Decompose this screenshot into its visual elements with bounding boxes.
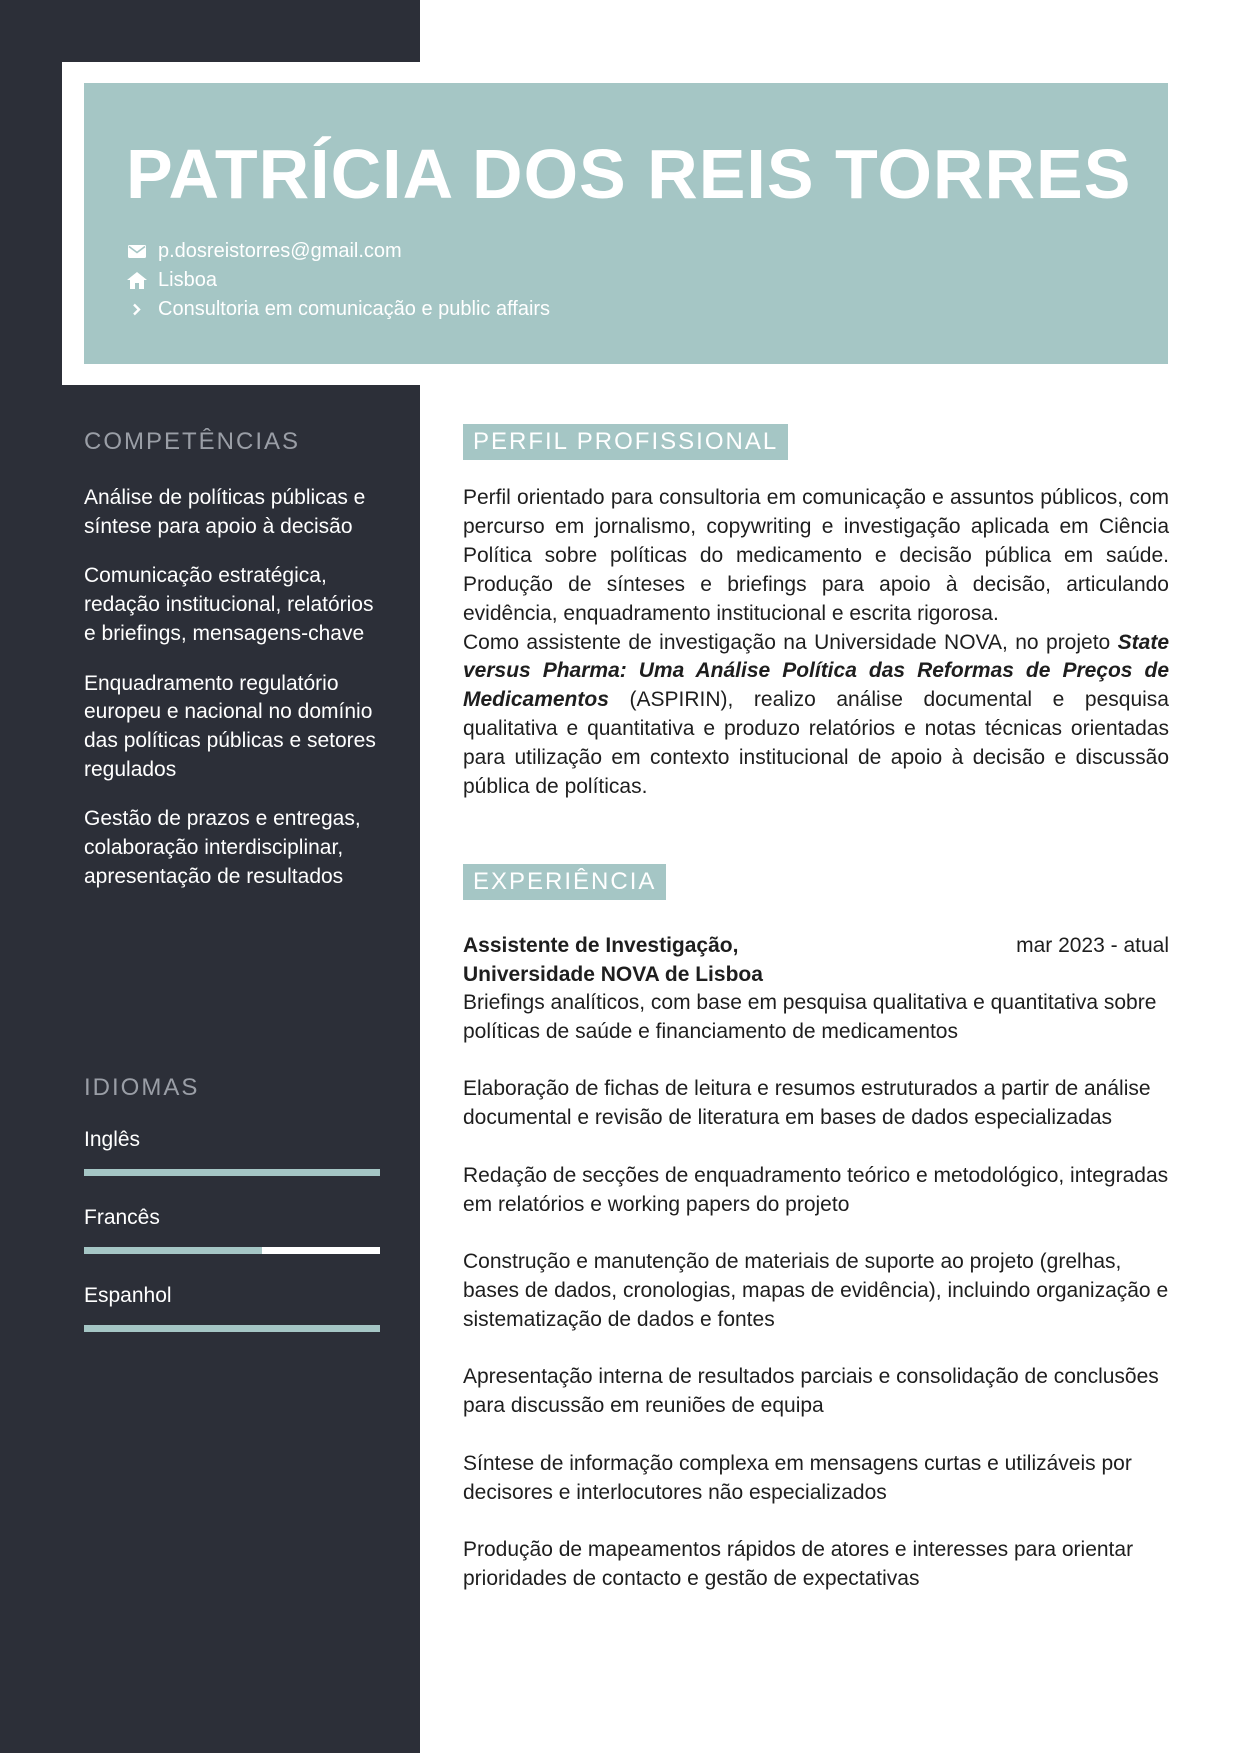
job-title	[463, 931, 863, 989]
profile-summary	[463, 484, 1169, 802]
language-spanish	[84, 1282, 380, 1310]
skill-item: Análise de políticas públicas e síntese para apoio à decisão	[84, 486, 366, 538]
duty-item: Briefings analíticos, com base em pesquisa qualitativa e quantitativa sobre políticas de saúde e financiamento de medicamentos	[463, 991, 1157, 1043]
language-name: Espanhol	[84, 1284, 172, 1307]
job-employer: Universidade NOVA de Lisboa	[463, 963, 763, 986]
profile-p2-before: Como assistente de investigação na Universidade NOVA, no projeto	[463, 630, 1118, 654]
duty-item: Elaboração de fichas de leitura e resumos estruturados a partir de análise documental e revisão de literatura em bases de dados especializadas	[463, 1077, 1151, 1130]
contact-list	[126, 237, 550, 324]
language-level-fill	[84, 1169, 380, 1176]
contact-email	[126, 237, 550, 266]
job-role: Assistente de Investigação,	[463, 934, 739, 957]
language-name: Francês	[84, 1206, 160, 1229]
envelope-icon	[126, 242, 148, 262]
language-name: Inglês	[84, 1128, 141, 1151]
contact-email-text[interactable]: p.dosreistorres@gmail.com	[158, 240, 402, 262]
candidate-name: PATRÍCIA DOS REIS TORRES	[126, 135, 1132, 213]
language-level-bar	[84, 1247, 380, 1254]
duty-item: Apresentação interna de resultados parciais e consolidação de conclusões para discussão em reuniões de equipa	[463, 1365, 1159, 1418]
skill-item: Enquadramento regulatório europeu e nacional no domínio das políticas públicas e setores regulados	[84, 671, 376, 781]
skill-item: Gestão de prazos e entregas, colaboração interdisciplinar, apresentação de resultados	[84, 807, 361, 888]
contact-location-text: Lisboa	[158, 269, 217, 291]
languages-heading: IDIOMAS	[84, 1074, 200, 1101]
language-english	[84, 1126, 380, 1154]
skills-list	[84, 484, 384, 912]
experience-heading: EXPERIÊNCIA	[463, 864, 666, 900]
duties-list	[463, 989, 1169, 1623]
skills-heading: COMPETÊNCIAS	[84, 428, 301, 455]
skill-item: Comunicação estratégica, redação institucional, relatórios e briefings, mensagens-chave	[84, 564, 374, 645]
language-french	[84, 1204, 380, 1232]
home-icon	[126, 271, 148, 291]
language-level-fill	[84, 1247, 262, 1254]
project-title: State versus Pharma: Uma Análise Política das Reformas de Preços de Medicamentos	[463, 630, 1169, 712]
chevron-right-icon	[126, 300, 148, 320]
duty-item: Produção de mapeamentos rápidos de atores e interesses para orientar prioridades de contacto e gestão de expectativas	[463, 1538, 1134, 1590]
language-level-bar	[84, 1169, 380, 1176]
contact-field	[126, 295, 550, 324]
job-date: mar 2023 - atual	[1016, 934, 1169, 957]
contact-location	[126, 266, 550, 295]
language-level-fill	[84, 1325, 380, 1332]
profile-p2-after: (ASPIRIN), realizo análise documental e pesquisa qualitativa e quantitativa e produzo relatórios e notas técnicas orientadas para utilização em contexto institucional de apoio à decisão e discussão pública de políticas.	[463, 688, 1169, 799]
contact-field-text: Consultoria em comunicação e public affairs	[158, 298, 551, 320]
duty-item: Redação de secções de enquadramento teórico e metodológico, integradas em relatórios e working papers do projeto	[463, 1163, 1169, 1216]
duty-item: Síntese de informação complexa em mensagens curtas e utilizáveis por decisores e interlocutores não especializados	[463, 1451, 1132, 1504]
profile-heading: PERFIL PROFISSIONAL	[463, 424, 788, 460]
language-level-bar	[84, 1325, 380, 1332]
duty-item: Construção e manutenção de materiais de suporte ao projeto (grelhas, bases de dados, cronologias, mapas de evidência), incluindo organização e sistematização de dados e fontes	[463, 1250, 1169, 1331]
profile-paragraph-1: Perfil orientado para consultoria em comunicação e assuntos públicos, com percurso em jornalismo, copywriting e investigação aplicada em Ciência Política sobre políticas do medicamento e decisão pública em saúde. Produção de sínteses e briefings para apoio à decisão, articulando evidência, enquadramento institucional e escrita rigorosa.	[463, 486, 1169, 625]
